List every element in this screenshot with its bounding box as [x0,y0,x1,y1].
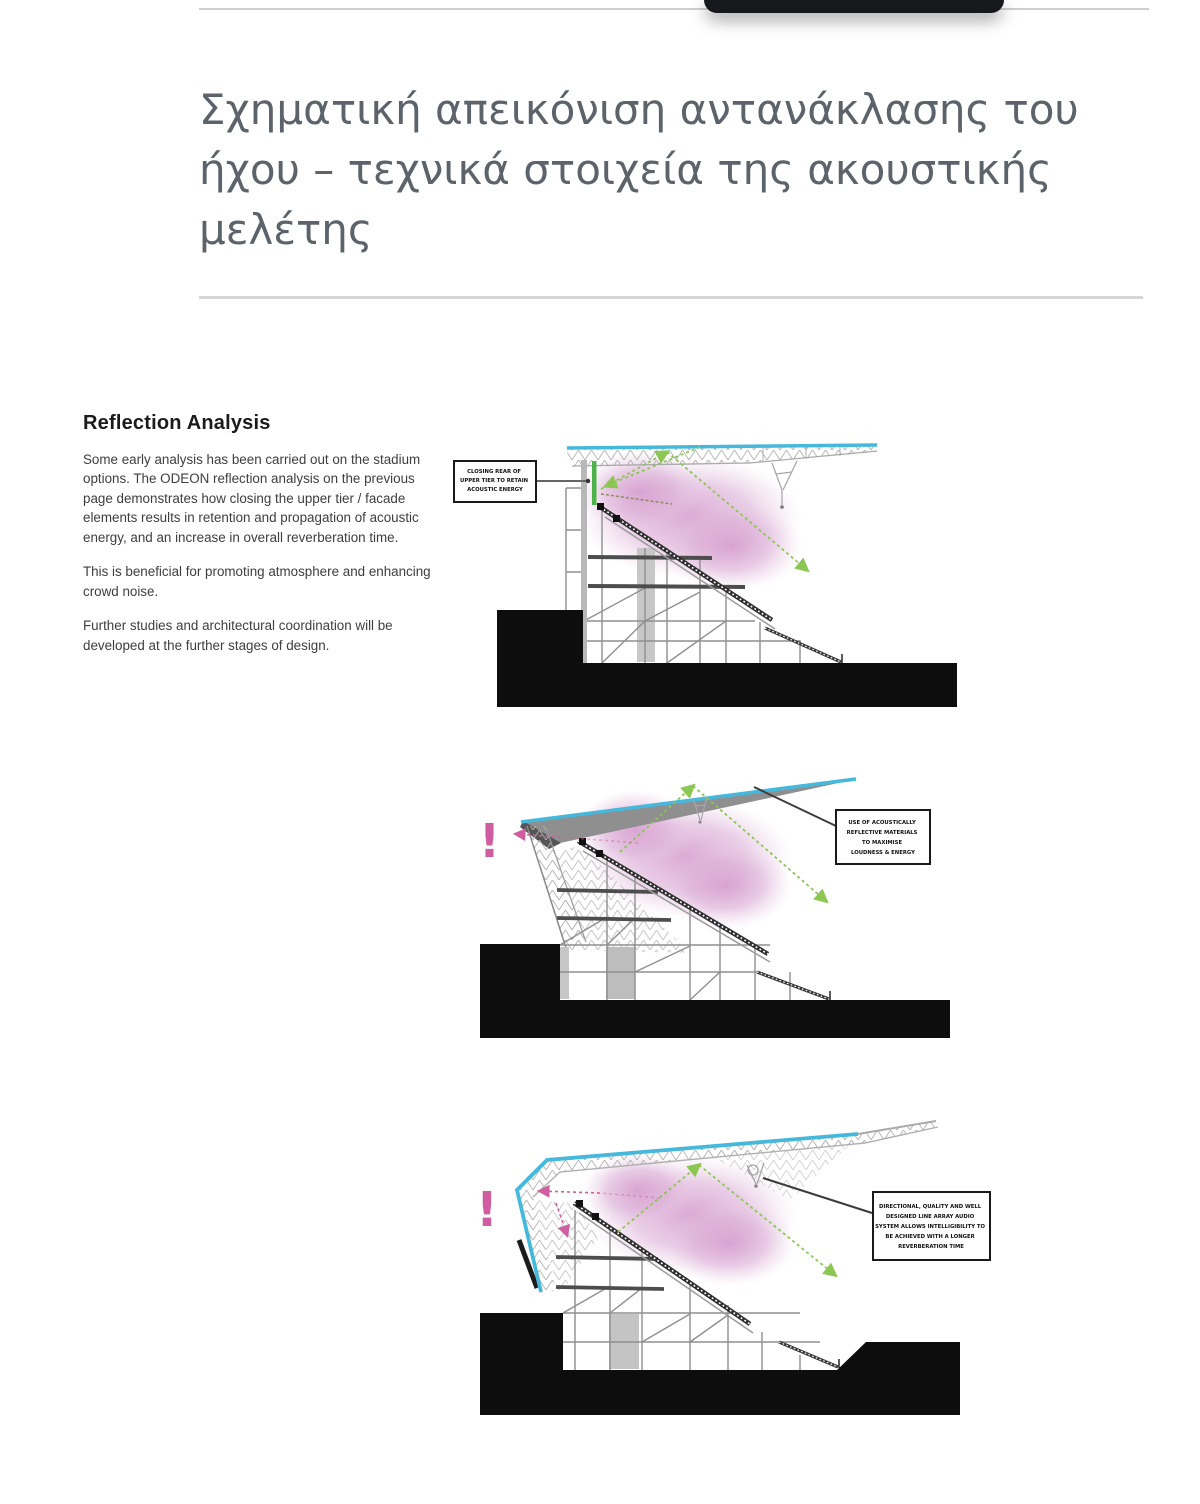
paragraph: Some early analysis has been carried out on the stadium options. The ODEON reflection analysis on the previous page demonstrates how closing the upper tier / facade elements results in retention and propagation of acoustic energy, and an increase in overall reverberation time. [83,452,421,545]
paragraph: Further studies and architectural coordination will be developed at the further stages of design. [83,618,393,653]
section-heading: Reflection Analysis [83,412,271,434]
diagram-reflective-roof [479,779,950,1038]
page-title: Σχηματική απεικόνιση αντανάκλασης του ήχου – τεχνικά στοιχεία της ακουστικής μελέτης [199,85,1079,255]
warning-exclamation-icon: ! [479,814,500,868]
svg-text:DIRECTIONAL, QUALITY AND WELL: DIRECTIONAL, QUALITY AND WELL DESIGNED LINE ARRAY AUDIO SYSTEM ALLOWS INTELLIGIBILITY TO BE ACHIEVED WITH A LONGER REVERBERATION TIME [875,1204,986,1250]
annotation-box [454,461,590,502]
acoustic-diagrams-figure [440,420,1010,1450]
stadium-ground [480,944,950,1038]
paragraph: This is beneficial for promoting atmosphere and enhancing crowd noise. [83,564,431,599]
stadium-ground [480,1313,960,1415]
title-divider [199,296,1143,299]
warning-exclamation-icon: ! [476,1182,498,1238]
svg-text:USE OF ACOUSTICALLY: USE OF ACOUSTICALLY REFLECTIVE MATERIALS TO MAXIMISE LOUDNESS & ENERGY [846,820,918,856]
stadium-ground [497,610,957,707]
diagram-closed-rear [454,445,957,707]
svg-text:CLOSING REAR OF UPPE: CLOSING REAR OF UPPER TIER TO RETAIN ACOUSTIC ENERGY [460,469,529,493]
top-toolbar-pill [704,0,1004,13]
closing-panel [592,461,597,505]
reflection-analysis-section [83,412,435,670]
top-hairline [199,8,1149,10]
diagram-line-array [476,1120,990,1415]
